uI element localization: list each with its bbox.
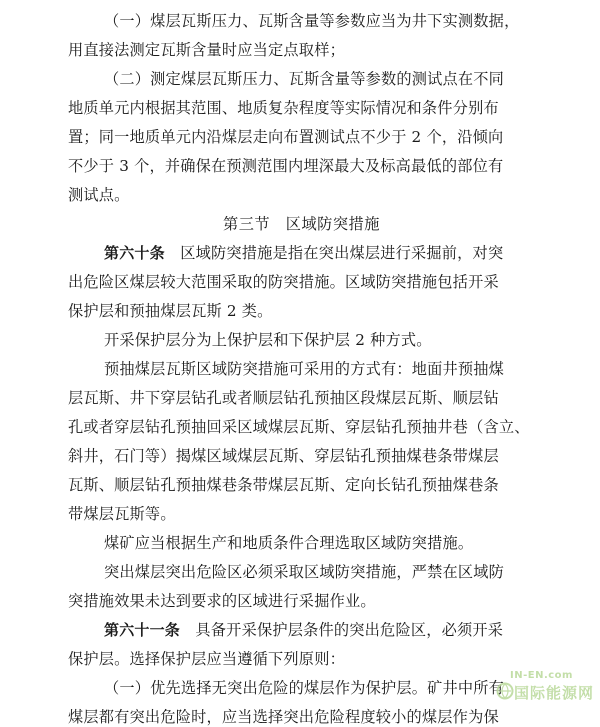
watermark-site: IN-EN.com — [510, 670, 573, 681]
text-line: （一）煤层瓦斯压力、瓦斯含量等参数应当为井下实测数据， — [104, 12, 520, 30]
text-line: 突措施效果未达到要求的区域进行采掘作业。 — [68, 592, 376, 610]
text-line: 带煤层瓦斯等。 — [68, 505, 176, 523]
text-line: 地质单元内根据其范围、地质复杂程度等实际情况和条件分别布 — [68, 99, 499, 117]
article-61-text: 具备开采保护层条件的突出危险区，必须开采 — [180, 621, 504, 639]
text-line: 测试点。 — [68, 186, 130, 204]
text-line: 不少于 3 个，并确保在预测范围内埋深最大及标高最低的部位有 — [68, 157, 504, 175]
text-line: 保护层和预抽煤层瓦斯 2 类。 — [68, 302, 273, 320]
text-line: 保护层。选择保护层应当遵循下列原则： — [68, 650, 345, 668]
article-61-first-line — [104, 620, 503, 640]
watermark — [500, 670, 596, 706]
article-60-first-line — [104, 243, 503, 263]
article-61-label: 第六十一条 — [104, 621, 181, 639]
text-line: 煤层都有突出危险时，应当选择突出危险程度较小的煤层作为保 — [68, 708, 499, 726]
text-line: 突出煤层突出危险区必须采取区域防突措施，严禁在区域防 — [104, 563, 505, 581]
text-line: 层瓦斯、井下穿层钻孔或者顺层钻孔预抽区段煤层瓦斯、顺层钻 — [68, 389, 499, 407]
text-line: 出危险区煤层较大范围采取的防突措施。区域防突措施包括开采 — [68, 273, 499, 291]
article-60-label: 第六十条 — [104, 244, 165, 262]
globe-icon — [496, 682, 514, 700]
text-line: 开采保护层分为上保护层和下保护层 2 种方式。 — [104, 331, 432, 349]
section-heading: 第三节 区域防突措施 — [223, 215, 380, 233]
text-line: （一）优先选择无突出危险的煤层作为保护层。矿井中所有 — [104, 679, 505, 697]
text-line: 预抽煤层瓦斯区域防突措施可采用的方式有：地面井预抽煤 — [104, 360, 505, 378]
text-line: 煤矿应当根据生产和地质条件合理选取区域防突措施。 — [104, 534, 474, 552]
text-line: （二）测定煤层瓦斯压力、瓦斯含量等参数的测试点在不同 — [104, 70, 505, 88]
text-line: 置；同一地质单元内沿煤层走向布置测试点不少于 2 个，沿倾向 — [68, 128, 504, 146]
text-line: 孔或者穿层钻孔预抽回采区域煤层瓦斯、穿层钻孔预抽井巷（含立、 — [68, 418, 530, 436]
text-line: 用直接法测定瓦斯含量时应当定点取样； — [68, 41, 345, 59]
watermark-brand: 国际能源网 — [514, 684, 595, 702]
text-line: 斜井，石门等）揭煤区域煤层瓦斯、穿层钻孔预抽煤巷条带煤层 — [68, 447, 499, 465]
text-line: 瓦斯、顺层钻孔预抽煤巷条带煤层瓦斯、定向长钻孔预抽煤巷条 — [68, 476, 499, 494]
article-60-text: 区域防突措施是指在突出煤层进行采掘前，对突 — [164, 244, 504, 262]
